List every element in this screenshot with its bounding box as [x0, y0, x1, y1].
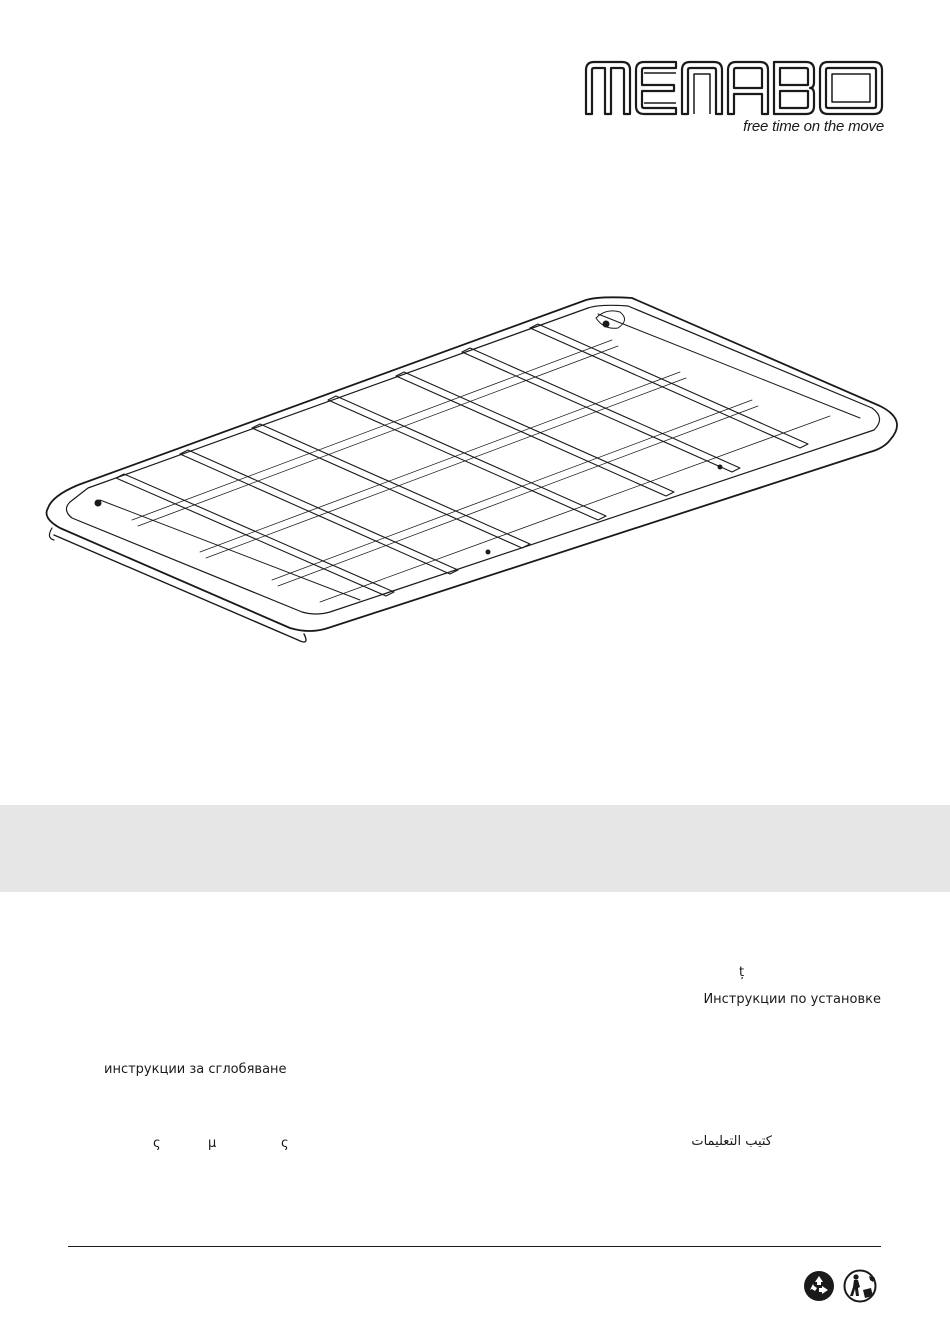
roof-rack-platform-icon [40, 290, 910, 660]
language-label-ru: Инструкции по установке [703, 992, 881, 1007]
tidyman-icon [843, 1268, 879, 1304]
language-label-bg: инструкции за сглобяване [104, 1062, 287, 1077]
language-label-ar: كتيب التعليمات [691, 1134, 772, 1149]
language-label-gr-part: μ [208, 1136, 217, 1151]
brand-tagline: free time on the move [743, 118, 884, 135]
recycle-icon [803, 1270, 835, 1302]
menabo-logo [584, 60, 884, 116]
title-banner [0, 805, 950, 892]
language-label-gr-part: ς [153, 1136, 161, 1151]
language-label-gr-part: ς [281, 1136, 289, 1151]
language-label-ro: ț [739, 965, 745, 980]
footer-divider [68, 1246, 881, 1247]
